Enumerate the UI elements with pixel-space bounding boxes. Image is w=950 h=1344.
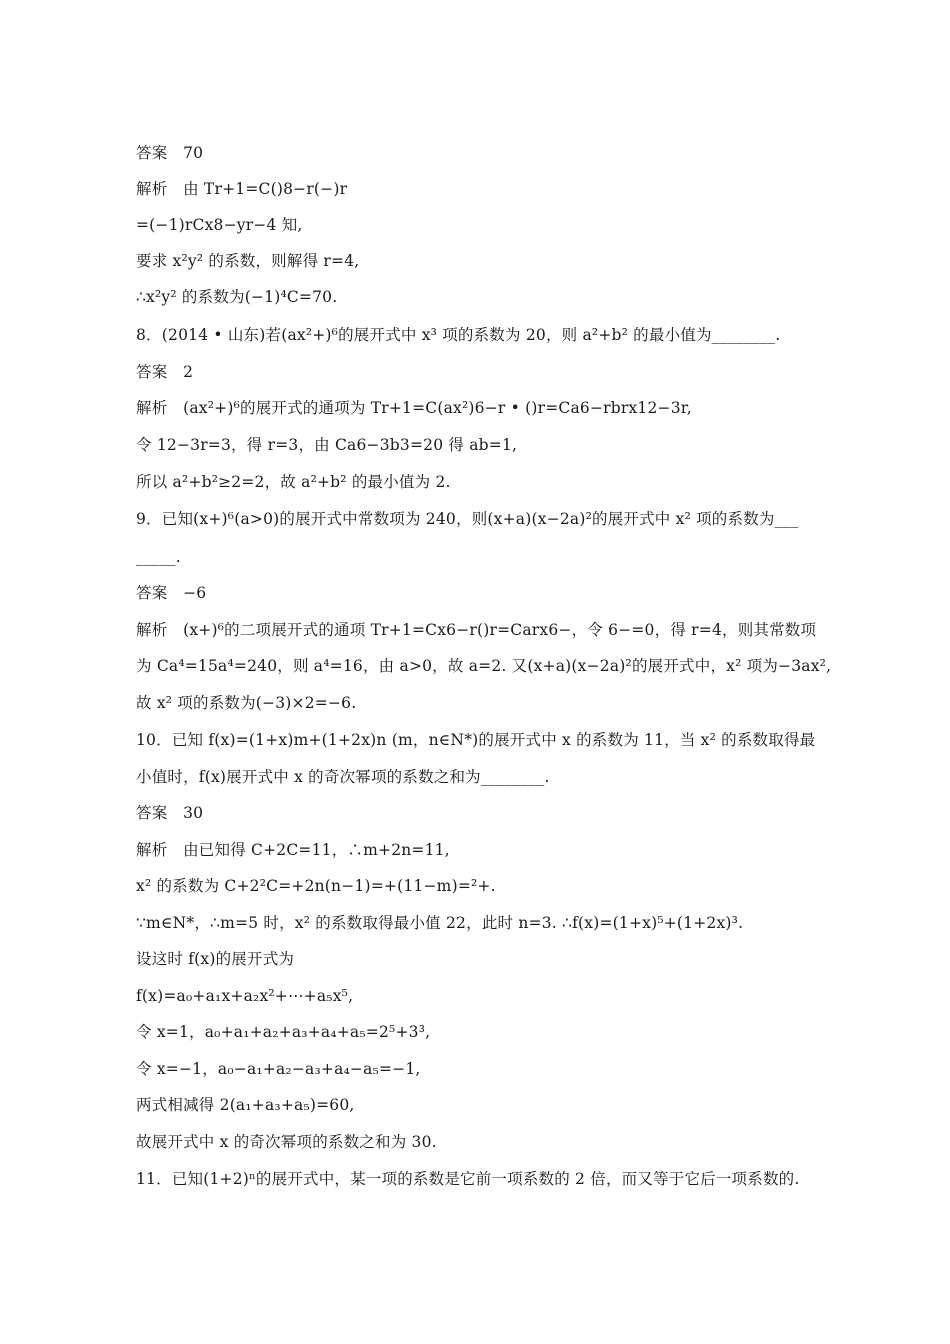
text-line: x² 的系数为 C+2²C=+2n(n−1)=+(11−m)=²+. <box>136 877 496 895</box>
answer-line: 答案 70 <box>136 144 204 162</box>
text-line: 设这时 f(x)的展开式为 <box>136 950 295 968</box>
text-line: _____. <box>136 548 181 566</box>
text-line: =(−1)rCx8−yr−4 知, <box>136 216 303 234</box>
analysis-line: 解析 由已知得 C+2C=11，∴m+2n=11, <box>136 841 450 859</box>
answer-line: 答案 2 <box>136 363 194 381</box>
question-8: 8．(2014 • 山东)若(ax²+)⁶的展开式中 x³ 项的系数为 20，则 a²+b² 的最小值为________. <box>136 326 781 344</box>
analysis-line: 解析 由 Tr+1=C()8−r(−)r <box>136 180 348 198</box>
text-line: 令 x=1，a₀+a₁+a₂+a₃+a₄+a₅=2⁵+3³, <box>136 1023 431 1041</box>
text-line: 故 x² 项的系数为(−3)×2=−6. <box>136 694 357 712</box>
answer-line: 答案 −6 <box>136 584 207 602</box>
text-line: ∵m∈N*，∴m=5 时，x² 的系数取得最小值 22，此时 n=3. ∴f(x)=(1+x)⁵+(1+2x)³. <box>136 914 744 932</box>
text-line: 令 12−3r=3，得 r=3，由 Ca6−3b3=20 得 ab=1, <box>136 436 518 454</box>
text-line: 故展开式中 x 的奇次幂项的系数之和为 30. <box>136 1133 437 1151</box>
analysis-line: 解析 (x+)⁶的二项展开式的通项 Tr+1=Cx6−r()r=Carx6−，令 6−=0，得 r=4，则其常数项 <box>136 621 817 639</box>
text-line: 为 Ca⁴=15a⁴=240，则 a⁴=16，由 a>0，故 a=2. 又(x+a)(x−2a)²的展开式中，x² 项为−3ax², <box>136 657 832 675</box>
text-line: 要求 x²y² 的系数，则解得 r=4, <box>136 252 360 270</box>
question-11: 11．已知(1+2)ⁿ的展开式中，某一项的系数是它前一项系数的 2 倍，而又等于它后一项系数的. <box>136 1170 800 1188</box>
text-line: 所以 a²+b²≥2=2，故 a²+b² 的最小值为 2. <box>136 473 451 491</box>
text-line: ∴x²y² 的系数为(−1)⁴C=70. <box>136 288 338 306</box>
text-line: 令 x=−1，a₀−a₁+a₂−a₃+a₄−a₅=−1, <box>136 1060 421 1078</box>
text-line: 小值时，f(x)展开式中 x 的奇次幂项的系数之和为________. <box>136 768 550 786</box>
analysis-line: 解析 (ax²+)⁶的展开式的通项为 Tr+1=C(ax²)6−r • ()r=Ca6−rbrx12−3r, <box>136 399 692 417</box>
question-10: 10．已知 f(x)=(1+x)m+(1+2x)n (m，n∈N*)的展开式中 x 的系数为 11，当 x² 的系数取得最 <box>136 731 816 749</box>
question-9: 9．已知(x+)⁶(a>0)的展开式中常数项为 240，则(x+a)(x−2a)²的展开式中 x² 项的系数为___ <box>136 510 799 528</box>
text-line: f(x)=a₀+a₁x+a₂x²+⋯+a₅x⁵, <box>136 987 354 1005</box>
answer-line: 答案 30 <box>136 804 204 822</box>
text-line: 两式相减得 2(a₁+a₃+a₅)=60, <box>136 1096 355 1114</box>
